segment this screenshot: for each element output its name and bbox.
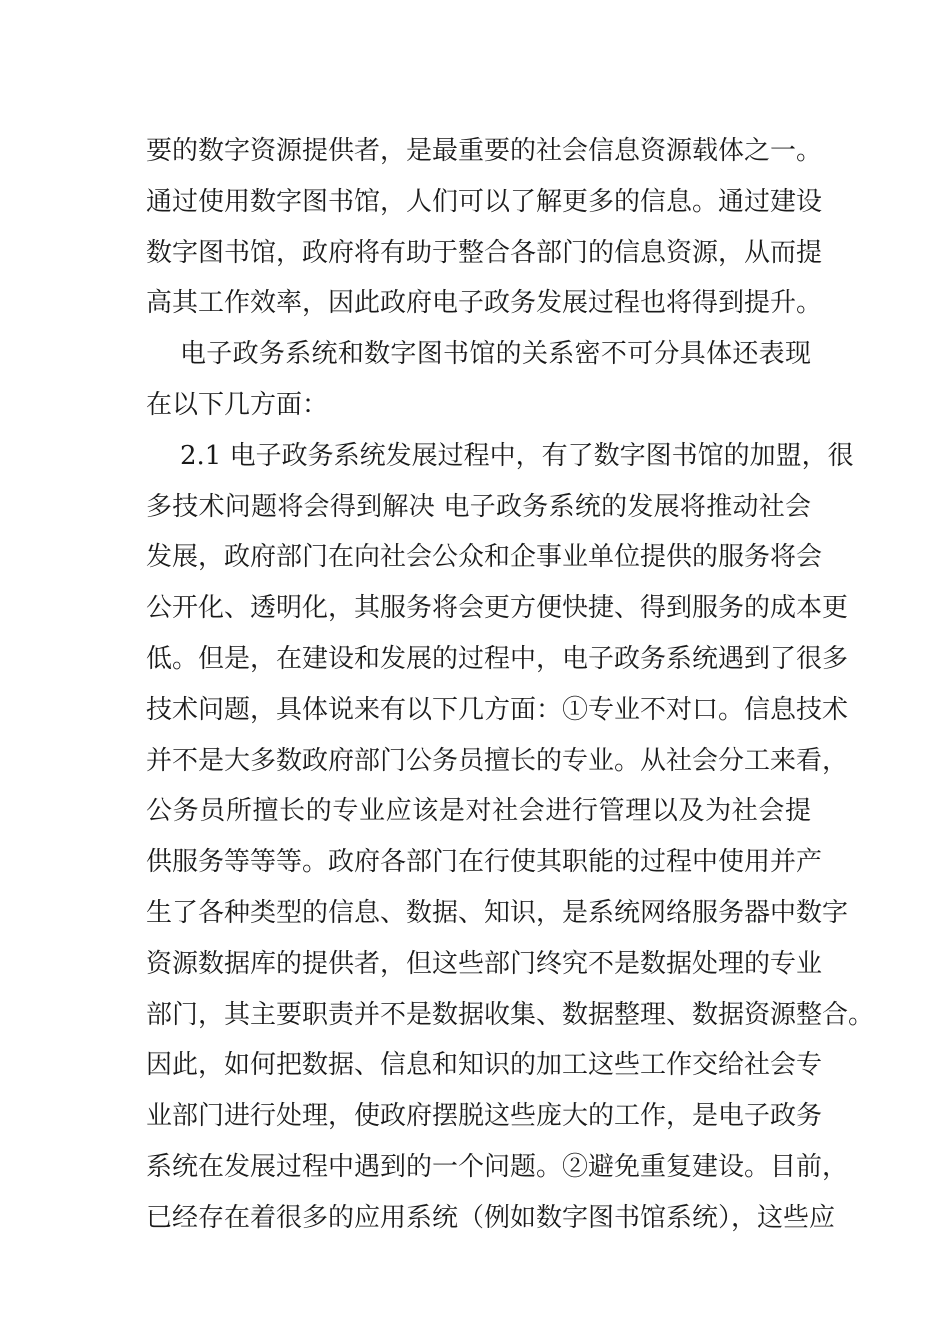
text-line: 生了各种类型的信息、数据、知识，是系统网络服务器中数字 — [146, 897, 849, 928]
text-line: 在以下几方面： — [146, 389, 329, 420]
body-text — [146, 126, 875, 1244]
text-line: 公开化、透明化，其服务将会更方便快捷、得到服务的成本更 — [146, 593, 849, 624]
text-line: 公务员所擅长的专业应该是对社会进行管理以及为社会提 — [146, 796, 811, 827]
text-line: 技术问题，具体说来有以下几方面：①专业不对口。信息技术 — [146, 694, 849, 725]
text-line: 系统在发展过程中遇到的一个问题。②避免重复建设。目前， — [146, 1151, 849, 1182]
text-line: 通过使用数字图书馆，人们可以了解更多的信息。通过建设 — [146, 186, 823, 217]
text-line: 资源数据库的提供者，但这些部门终究不是数据处理的专业 — [146, 948, 823, 979]
text-line: 部门，其主要职责并不是数据收集、数据整理、数据资源整合。 — [146, 999, 875, 1030]
text-line: 业部门进行处理，使政府摆脱这些庞大的工作，是电子政务 — [146, 1101, 823, 1132]
text-line: 要的数字资源提供者，是最重要的社会信息资源载体之一。 — [146, 136, 823, 166]
text-line: 已经存在着很多的应用系统（例如数字图书馆系统），这些应 — [146, 1202, 836, 1233]
text-line: 并不是大多数政府部门公务员擅长的专业。从社会分工来看， — [146, 745, 849, 776]
text-line: 因此，如何把数据、信息和知识的加工这些工作交给社会专 — [146, 1050, 823, 1081]
text-line: 多技术问题将会得到解决 电子政务系统的发展将推动社会 — [146, 491, 811, 522]
text-line: 低。但是，在建设和发展的过程中，电子政务系统遇到了很多 — [146, 643, 849, 674]
text-line: 供服务等等等。政府各部门在行使其职能的过程中使用并产 — [146, 847, 823, 878]
text-line: 高其工作效率，因此政府电子政务发展过程也将得到提升。 — [146, 288, 823, 319]
text-line: 数字图书馆，政府将有助于整合各部门的信息资源，从而提 — [146, 237, 823, 268]
text-line: 发展，政府部门在向社会公众和企事业单位提供的服务将会 — [146, 542, 823, 573]
text-line: 电子政务系统和数字图书馆的关系密不可分具体还表现 — [180, 339, 811, 370]
text-line: 2.1 电子政务系统发展过程中，有了数字图书馆的加盟，很 — [180, 440, 854, 471]
